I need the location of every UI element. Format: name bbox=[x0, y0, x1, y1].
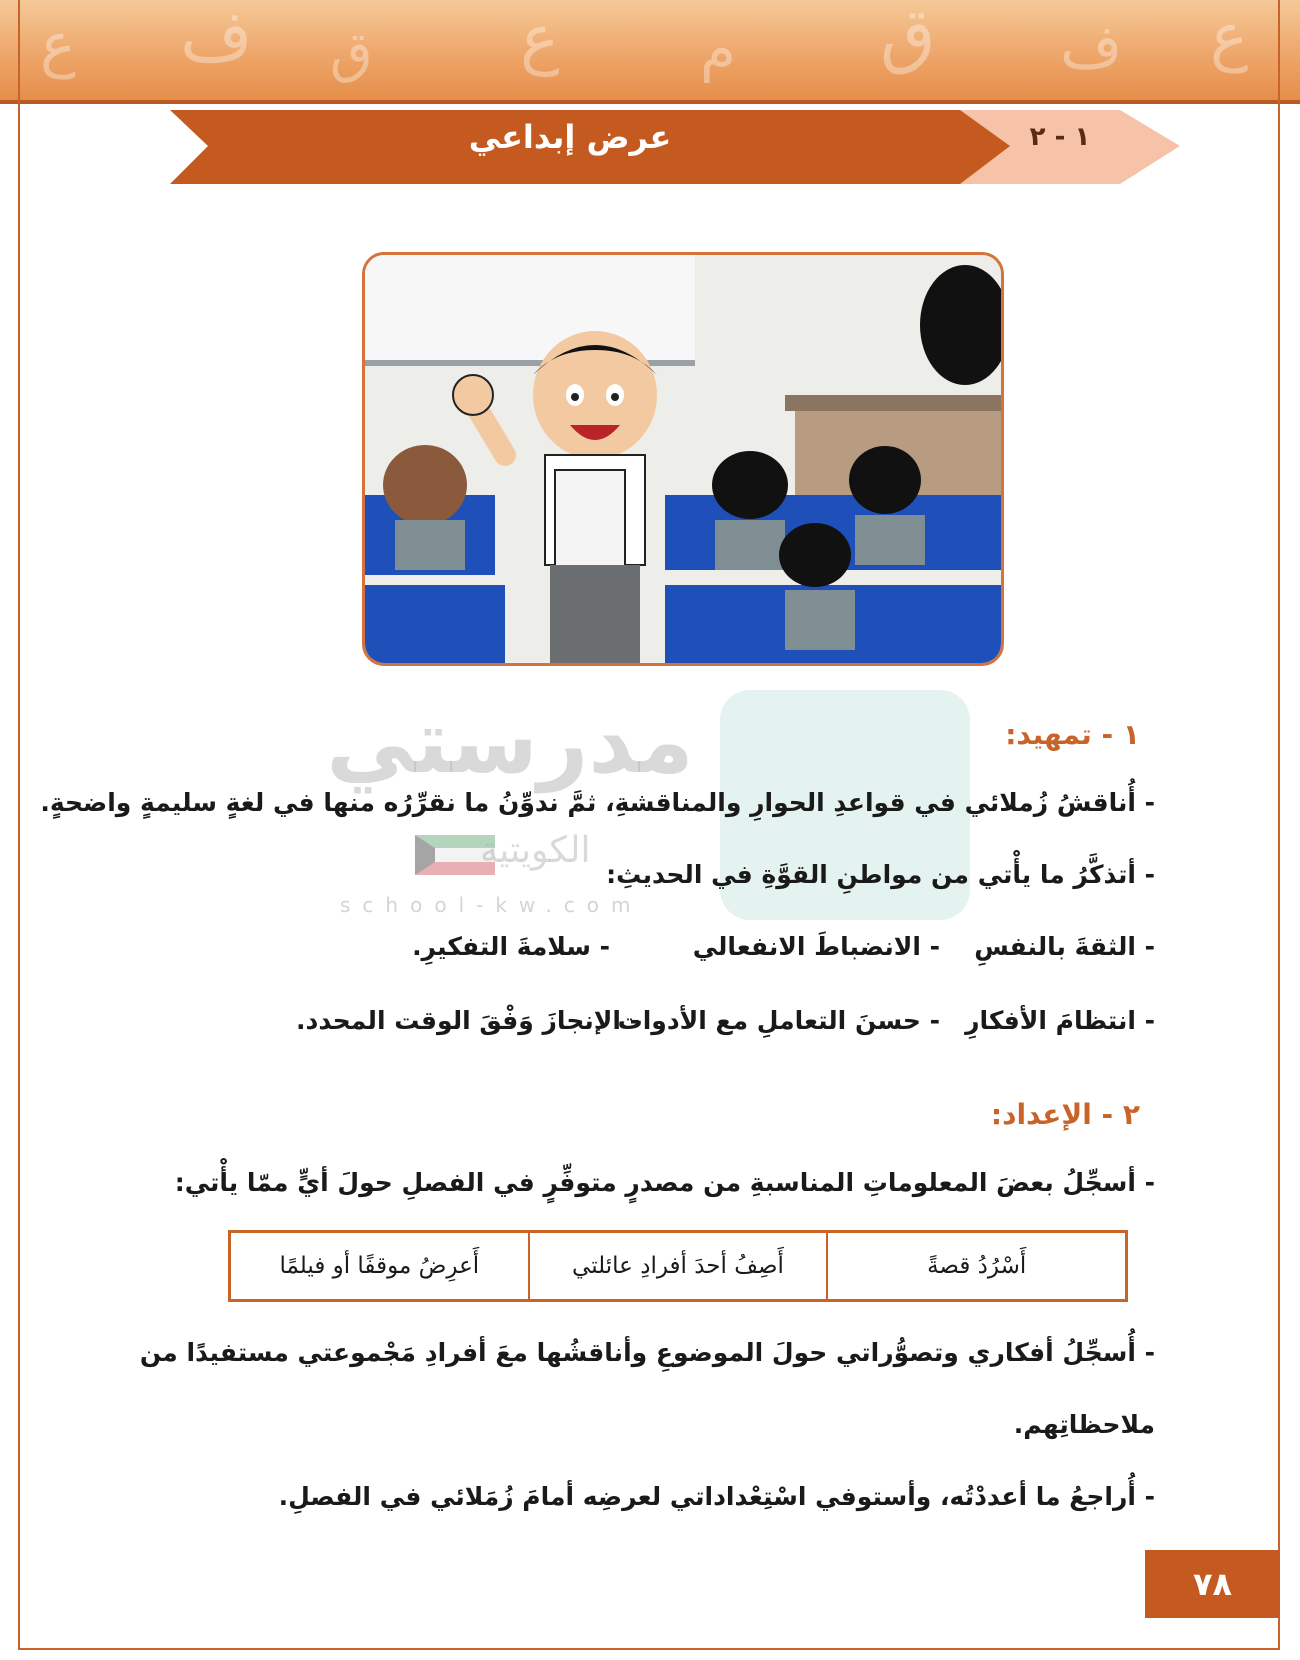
watermark-url: school-kw.com bbox=[340, 893, 643, 917]
strength-item: - الإنجازَ وَفْقَ الوقت المحدد. bbox=[296, 1006, 640, 1035]
option-cell: أَسْرُدُ قصةً bbox=[826, 1233, 1125, 1299]
strength-item: - انتظامَ الأفكارِ bbox=[965, 1006, 1155, 1035]
lesson-number: ١ - ٢ bbox=[1029, 122, 1091, 152]
section-1-line-2: - أتذكَّرُ ما يأْتي من مواطنِ القوَّةِ في الحديثِ: bbox=[606, 860, 1155, 889]
option-cell: أَصِفُ أحدَ أفرادِ عائلتي bbox=[528, 1233, 827, 1299]
section-2-line-2a: - أُسجِّلُ أفكاري وتصوُّراتي حولَ الموضوعِ وأناقشُها معَ أفرادِ مَجْموعتي مستفيدًا من bbox=[139, 1338, 1155, 1367]
option-cell: أَعرِضُ موقفًا أو فيلمًا bbox=[279, 1253, 480, 1279]
strength-item: - الانضباطَ الانفعالي bbox=[692, 932, 940, 961]
section-2-line-1: - أسجِّلُ بعضَ المعلوماتِ المناسبةِ من مصدرٍ متوفِّرٍ في الفصلِ حولَ أيٍّ ممّا يأْتي: bbox=[174, 1168, 1155, 1197]
page-frame bbox=[18, 0, 1280, 1650]
watermark-brand: مدرستي bbox=[326, 690, 694, 793]
top-decorative-band: ع ف ق ع م ق ف ع bbox=[0, 0, 1300, 100]
section-1-heading: ١ - تمهيد: bbox=[1005, 718, 1140, 751]
section-2-heading: ٢ - الإعداد: bbox=[990, 1098, 1140, 1131]
strength-item: - الثقةَ بالنفسِ bbox=[974, 932, 1155, 961]
section-2-line-2b: ملاحظاتِهم. bbox=[1013, 1410, 1155, 1439]
page-number: ٧٨ bbox=[1145, 1550, 1280, 1618]
section-1-line-1: - أُناقشُ زُملائي في قواعدِ الحوارِ والمناقشةِ، ثمَّ ندوِّنُ ما نقرِّرُه منها في لغةٍ سليمةٍ واضحةٍ. bbox=[40, 788, 1155, 817]
options-table bbox=[228, 1230, 1128, 1302]
section-2-line-3: - أُراجعُ ما أعددْتُه، وأستوفي اسْتِعْداداتي لعرضِه أمامَ زُمَلائي في الفصلِ. bbox=[278, 1482, 1155, 1511]
classroom-illustration bbox=[362, 252, 1004, 666]
strength-item: - حسنَ التعاملِ مع الأدوات bbox=[617, 1006, 940, 1035]
strength-item: - سلامةَ التفكيرِ. bbox=[412, 932, 610, 961]
watermark-sub: الكويتية bbox=[480, 830, 591, 871]
page-title: عرض إبداعي bbox=[468, 118, 672, 156]
